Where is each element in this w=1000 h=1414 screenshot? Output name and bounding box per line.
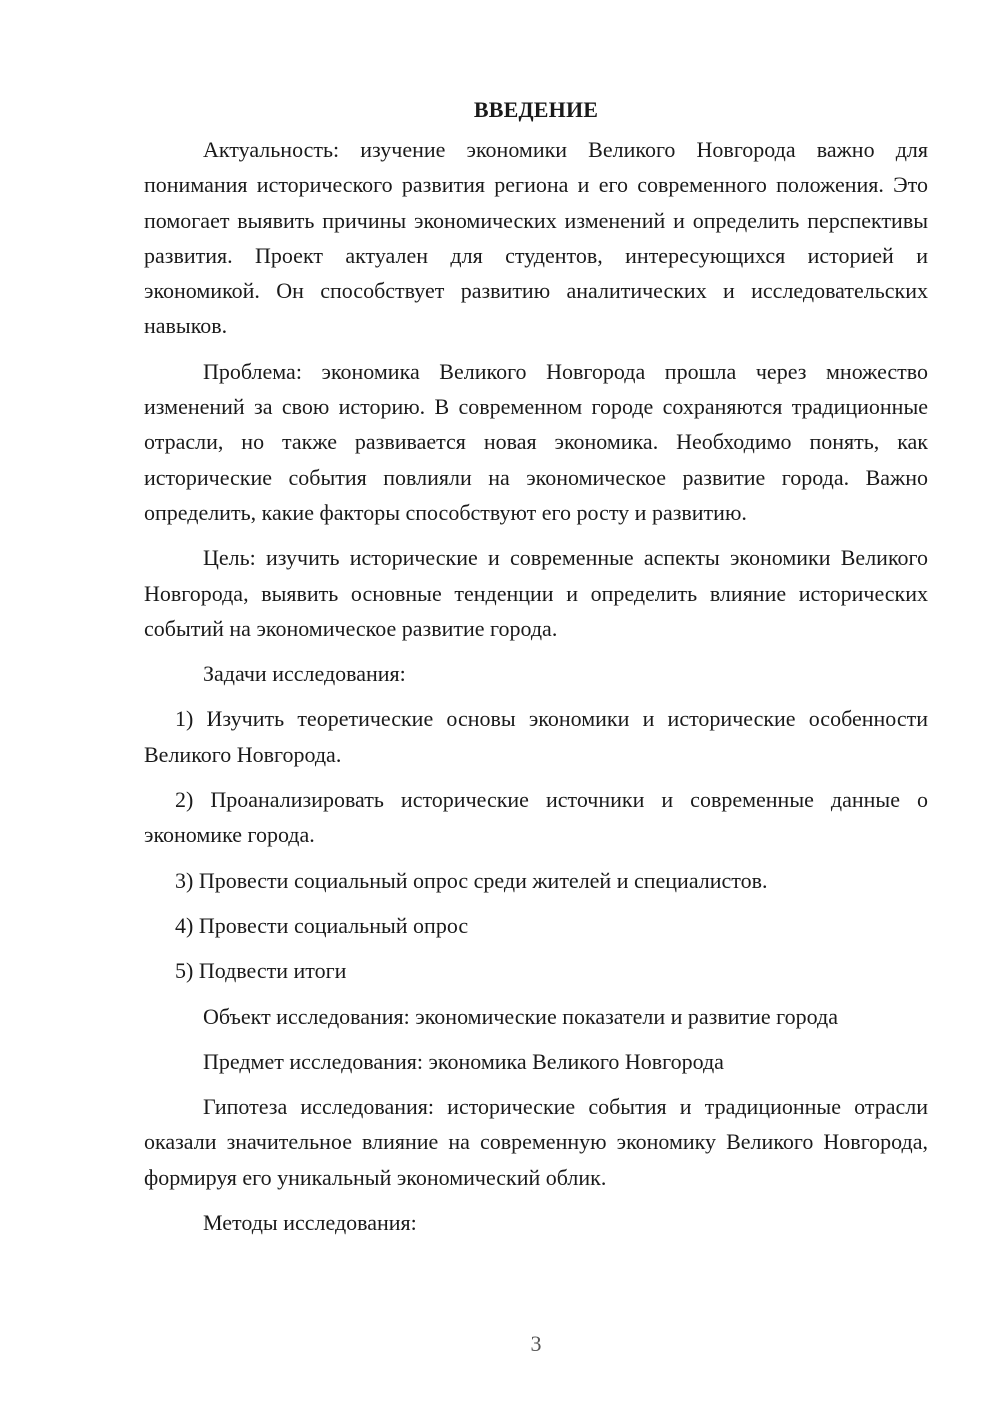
paragraph-goal: Цель: изучить исторические и современные аспекты экономики Великого Новгорода, выявить основные тенденции и определить влияние исторических событий на экономическое развитие города. bbox=[144, 545, 928, 641]
document-page bbox=[144, 88, 928, 1240]
paragraph-subject: Предмет исследования: экономика Великого Новгорода bbox=[203, 1048, 724, 1074]
task-item-2: 2) Проанализировать исторические источники и современные данные о экономике города. bbox=[144, 787, 928, 848]
paragraph-object: Объект исследования: экономические показатели и развитие города bbox=[203, 1003, 838, 1029]
task-item-1: 1) Изучить теоретические основы экономики и исторические особенности Великого Новгорода. bbox=[144, 706, 928, 767]
paragraph-tasks-intro: Задачи исследования: bbox=[203, 661, 406, 687]
task-item-3: 3) Провести социальный опрос среди жителей и специалистов. bbox=[175, 867, 768, 893]
paragraph-methods: Методы исследования: bbox=[203, 1210, 417, 1236]
section-heading: ВВЕДЕНИЕ bbox=[473, 97, 599, 122]
page-number: 3 bbox=[530, 1331, 542, 1356]
paragraph-hypothesis: Гипотеза исследования: исторические события и традиционные отрасли оказали значительное влияние на современную экономику Великого Новгорода, формируя его уникальный экономический облик. bbox=[144, 1094, 928, 1190]
task-item-4: 4) Провести социальный опрос bbox=[175, 912, 469, 938]
paragraph-relevance: Актуальность: изучение экономики Великого Новгорода важно для понимания исторического развития региона и его современного положения. Это помогает выявить причины экономических изменений и определить перспективы развития. Проект актуален для студентов, интересующихся историей и экономикой. Он способствует развитию аналитических и исследовательских навыков. bbox=[144, 137, 928, 339]
paragraph-problem: Проблема: экономика Великого Новгорода прошла через множество изменений за свою историю. В современном городе сохраняются традиционные отрасли, но также развивается новая экономика. Необходимо понять, как исторические события повлияли на экономическое развитие города. Важно определить, какие факторы способствуют его росту и развитию. bbox=[144, 358, 928, 525]
task-item-5: 5) Подвести итоги bbox=[175, 958, 347, 984]
